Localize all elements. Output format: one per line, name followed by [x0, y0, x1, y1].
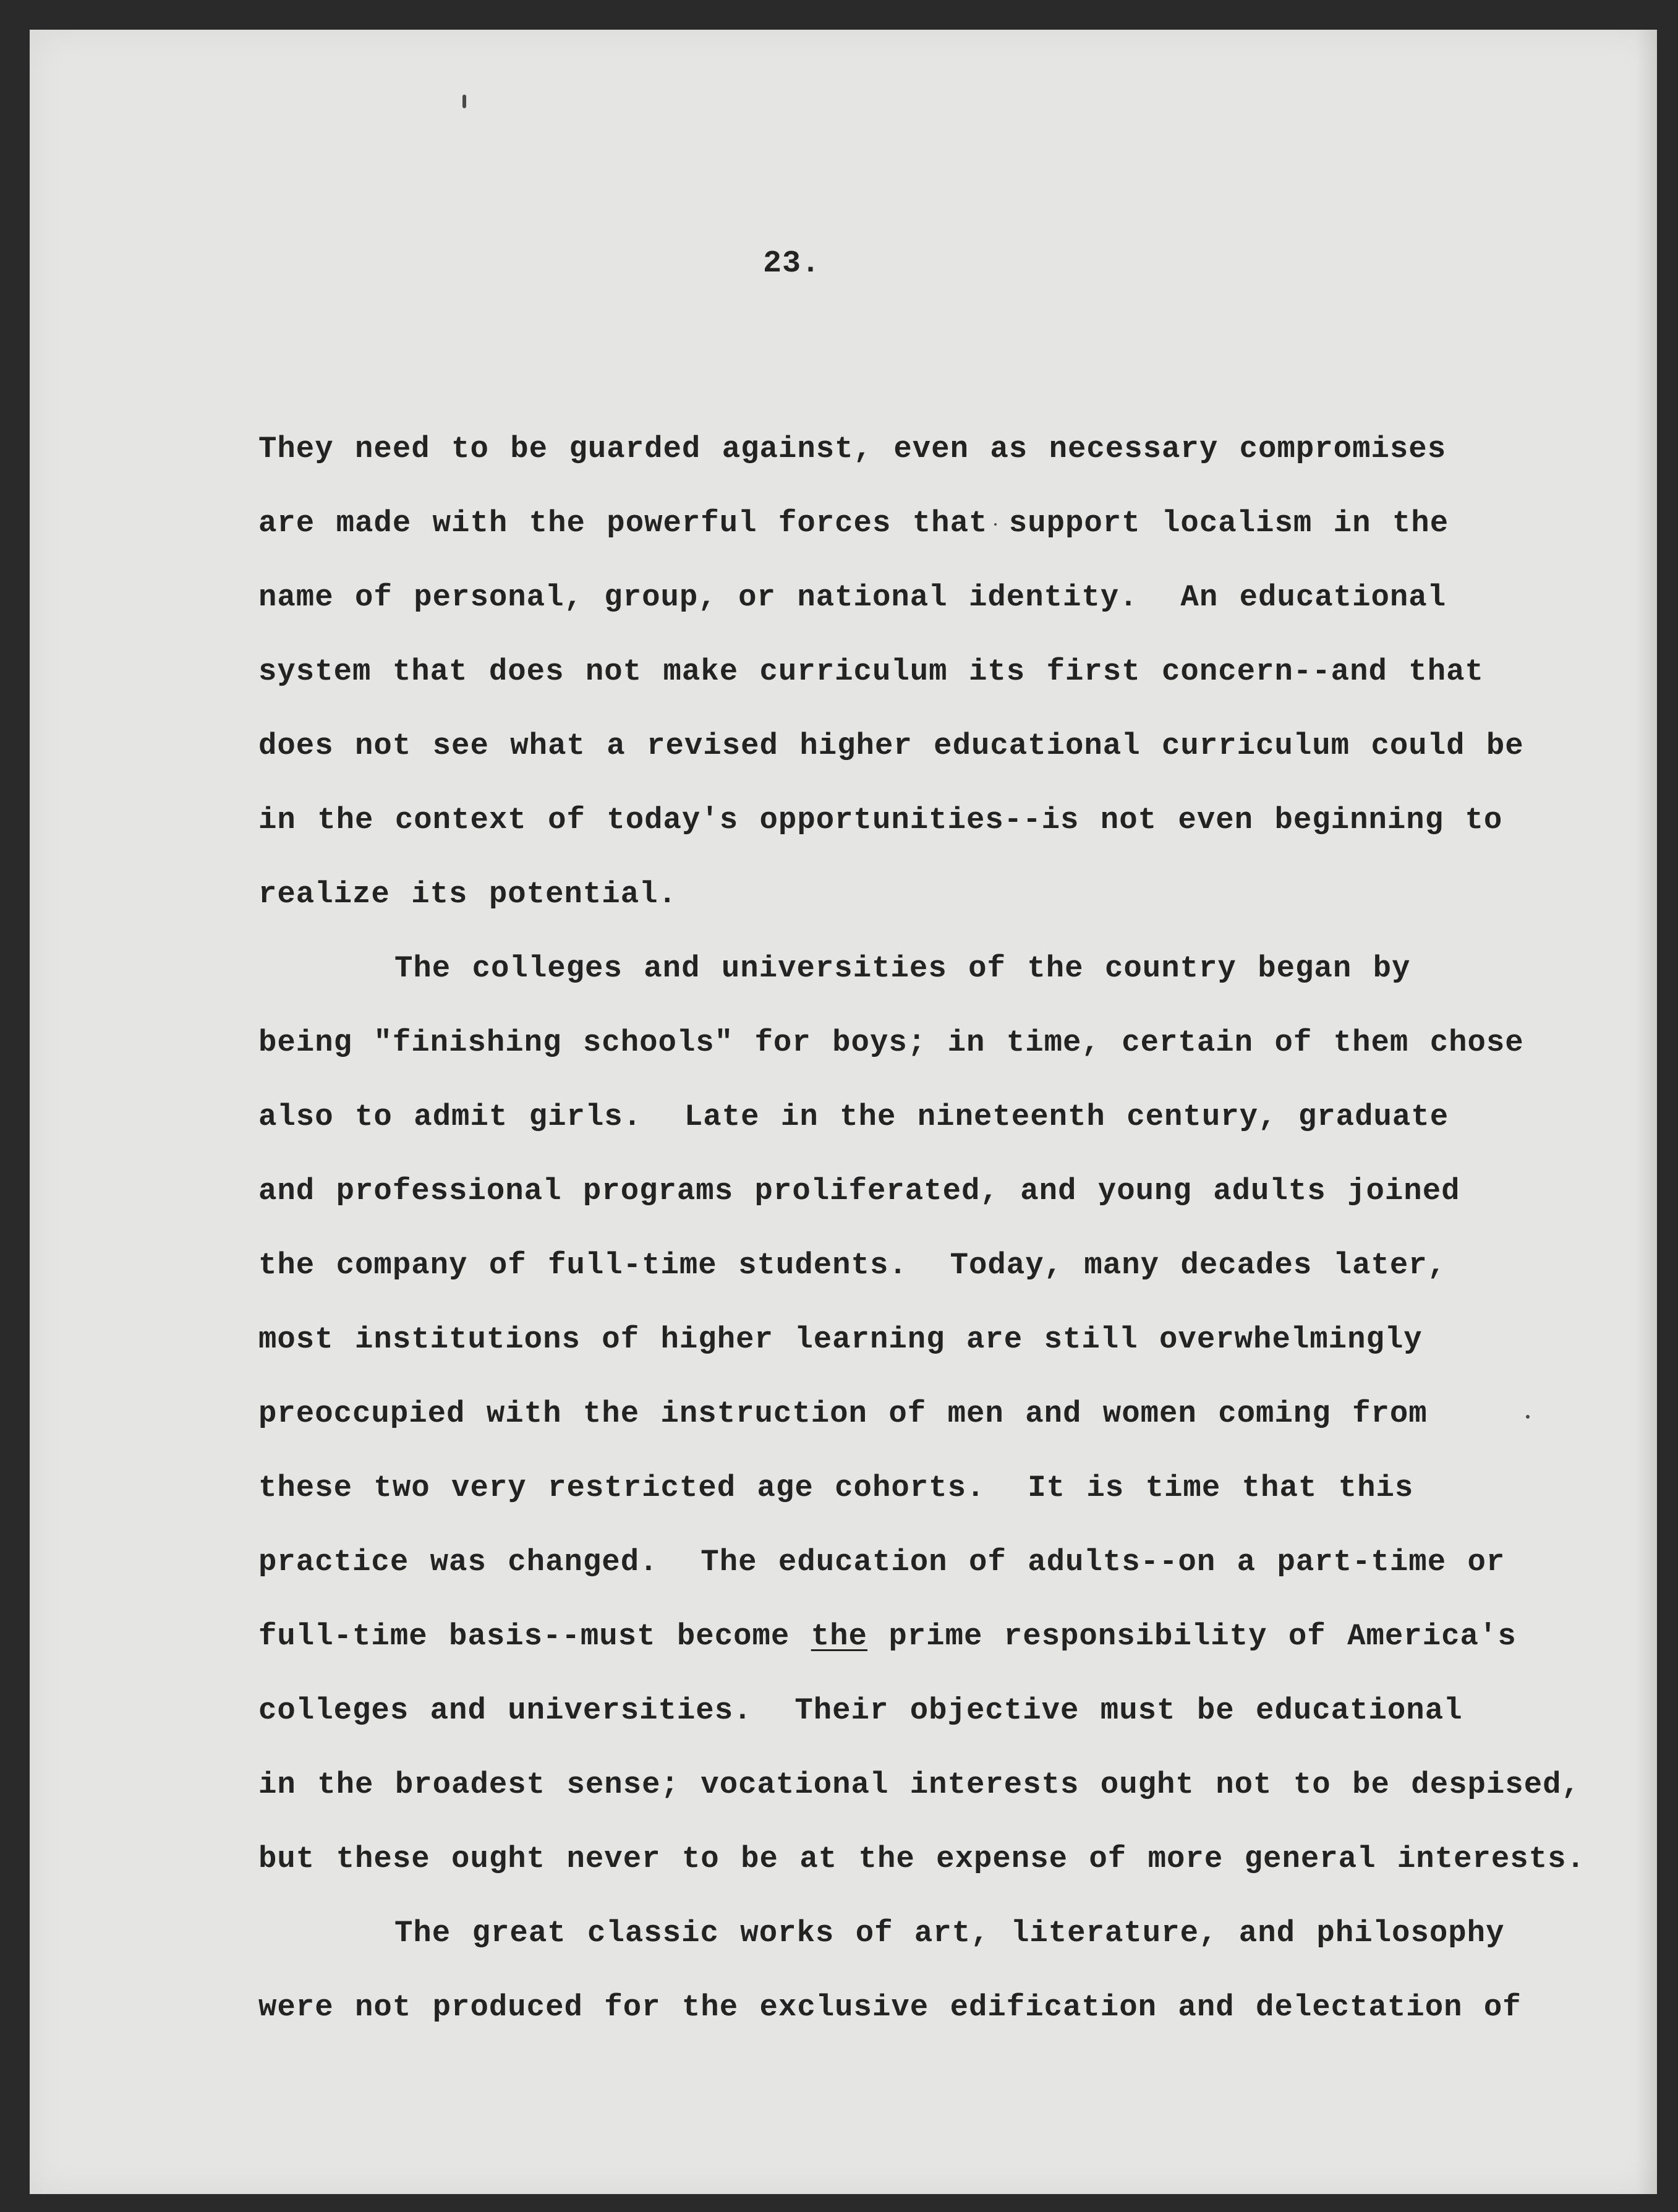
body-text — [258, 412, 1650, 2044]
text-line — [258, 1599, 1650, 1673]
text-line: system that does not make curriculum its first concern--and that — [258, 654, 1484, 689]
text-line: in the context of today's opportunities--is not even beginning to — [258, 803, 1503, 837]
text-line: were not produced for the exclusive edification and delectation of — [258, 1990, 1522, 2025]
text-line: and professional programs proliferated, and young adults joined — [258, 1174, 1460, 1208]
text-line: They need to be guarded against, even as necessary compromises — [258, 432, 1447, 466]
paragraph-start-line: The colleges and universities of the country began by — [394, 951, 1411, 986]
paragraph-start-line: The great classic works of art, literature, and philosophy — [394, 1916, 1505, 1950]
text-line: most institutions of higher learning are still overwhelmingly — [258, 1322, 1423, 1357]
text-line: in the broadest sense; vocational interests ought not to be despised, — [258, 1767, 1580, 1802]
text-line: colleges and universities. Their objective must be educational — [258, 1693, 1463, 1728]
text-segment: prime responsibility of America's — [867, 1619, 1517, 1654]
text-line: also to admit girls. Late in the nineteenth century, graduate — [258, 1100, 1449, 1134]
text-line: are made with the powerful forces that support localism in the — [258, 506, 1449, 540]
document-page — [30, 30, 1657, 2194]
text-line: but these ought never to be at the expense of more general interests. — [258, 1842, 1585, 1876]
text-line: realize its potential. — [258, 877, 677, 912]
ink-speck — [462, 95, 466, 108]
page-number: 23. — [763, 246, 821, 281]
text-line: name of personal, group, or national identity. An educational — [258, 580, 1447, 615]
text-line: these two very restricted age cohorts. It is time that this — [258, 1471, 1414, 1505]
underlined-word: the — [811, 1619, 867, 1654]
text-line: practice was changed. The education of adults--on a part-time or — [258, 1545, 1506, 1579]
text-line: preoccupied with the instruction of men and women coming from — [258, 1396, 1428, 1431]
text-line: the company of full-time students. Today, many decades later, — [258, 1248, 1447, 1283]
text-segment: full-time basis--must become — [258, 1619, 811, 1654]
text-line: being "finishing schools" for boys; in time, certain of them chose — [258, 1025, 1524, 1060]
text-line: does not see what a revised higher educational curriculum could be — [258, 728, 1524, 763]
